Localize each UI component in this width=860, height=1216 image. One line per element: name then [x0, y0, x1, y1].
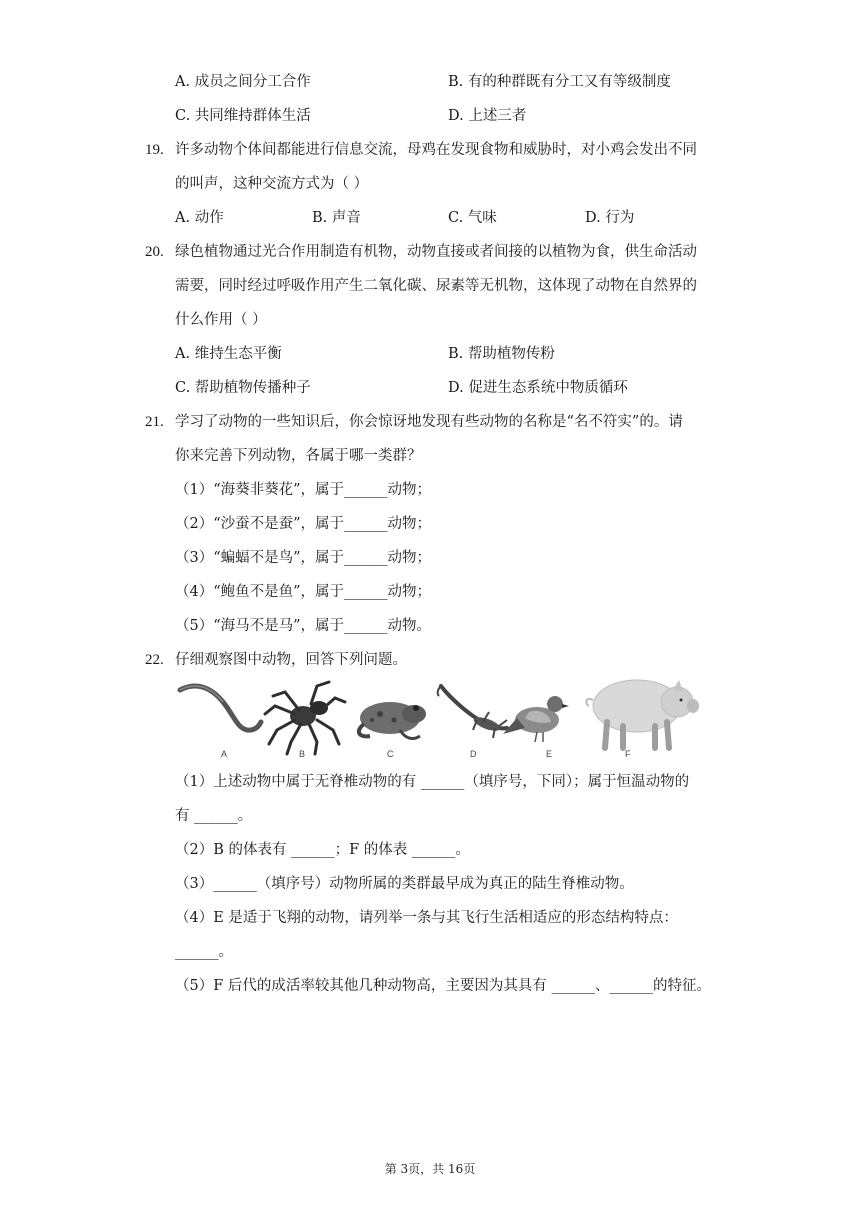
q22-stem: 仔细观察图中动物，回答下列问题。	[175, 652, 407, 668]
q22-sub3: （3）______（填序号）动物所属的类群最早成为真正的陆生脊椎动物。	[175, 876, 634, 892]
figure-label-a: A	[221, 749, 228, 759]
q21-number: 21.	[145, 414, 164, 430]
q20-option-c: C. 帮助植物传播种子	[175, 380, 311, 396]
q21-stem-line1: 学习了动物的一些知识后，你会惊讶地发现有些动物的名称是“名不符实”的。请	[175, 414, 683, 430]
q21-item-3: （3）“蝙蝠不是鸟”，属于______动物；	[175, 550, 432, 566]
earthworm-image	[180, 686, 261, 730]
pigeon-image	[503, 696, 569, 742]
lizard-image	[438, 686, 507, 738]
q21-item-4: （4）“鲍鱼不是鱼”，属于______动物；	[175, 584, 432, 600]
figure-label-b: B	[299, 749, 306, 759]
q20-option-a: A. 维持生态平衡	[175, 346, 282, 362]
figure-label-f: F	[625, 749, 631, 759]
q22-sub4-line2: ______。	[175, 944, 233, 960]
q19-option-d: D. 行为	[585, 210, 635, 226]
q19-option-b: B. 声音	[312, 210, 361, 226]
q22-sub4-line1: （4）E 是适于飞翔的动物，请列举一条与其飞行生活相适应的形态结构特点：	[175, 910, 678, 926]
q20-option-b: B. 帮助植物传粉	[448, 346, 555, 362]
q21-item-1: （1）“海葵非葵花”，属于______动物；	[175, 482, 432, 498]
q22-sub2: （2）B 的体表有 ______；F 的体表 ______。	[175, 842, 470, 858]
q22-number: 22.	[145, 652, 164, 668]
page-footer: 第 3页，共 16页	[384, 1162, 476, 1176]
q18-option-b: B. 有的种群既有分工又有等级制度	[448, 74, 671, 90]
q19-option-a: A. 动作	[175, 210, 224, 226]
q20-stem-line2: 需要，同时经过呼吸作用产生二氧化碳、尿素等无机物，这体现了动物在自然界的	[175, 278, 697, 294]
q18-option-c: C. 共同维持群体生活	[175, 108, 311, 124]
q20-number: 20.	[145, 244, 164, 260]
q18-option-a: A. 成员之间分工合作	[175, 74, 311, 90]
q21-item-5: （5）“海马不是马”，属于______动物。	[175, 618, 432, 634]
figure-label-c: C	[387, 749, 394, 759]
q21-item-2: （2）“沙蚕不是蚕”，属于______动物；	[175, 516, 432, 532]
q21-stem-line2: 你来完善下列动物，各属于哪一类群？	[175, 448, 422, 464]
q18-option-d: D. 上述三者	[448, 108, 527, 124]
q19-stem-line1: 许多动物个体间都能进行信息交流，母鸡在发现食物和威胁时，对小鸡会发出不同	[175, 142, 697, 158]
q20-stem-line1: 绿色植物通过光合作用制造有机物，动物直接或者间接的以植物为食，供生命活动	[175, 244, 697, 260]
frog-image	[359, 702, 426, 738]
pig-image	[586, 680, 699, 748]
q19-number: 19.	[145, 142, 164, 158]
q20-stem-line3: 什么作用（ ）	[175, 312, 267, 328]
q22-sub1-line2: 有 ______。	[175, 808, 253, 824]
figure-label-d: D	[470, 749, 477, 759]
animal-figure	[175, 676, 720, 764]
q20-option-d: D. 促进生态系统中物质循环	[448, 380, 628, 396]
q19-option-c: C. 气味	[448, 210, 497, 226]
q22-sub5: （5）F 后代的成活率较其他几种动物高，主要因为其具有 ______、______的特征。	[175, 978, 712, 994]
q19-stem-line2: 的叫声，这种交流方式为（ ）	[175, 176, 369, 192]
figure-label-e: E	[546, 749, 553, 759]
spider-image	[265, 682, 345, 754]
q22-sub1-line1: （1）上述动物中属于无脊椎动物的有 ______（填序号，下同）；属于恒温动物的	[175, 774, 690, 790]
